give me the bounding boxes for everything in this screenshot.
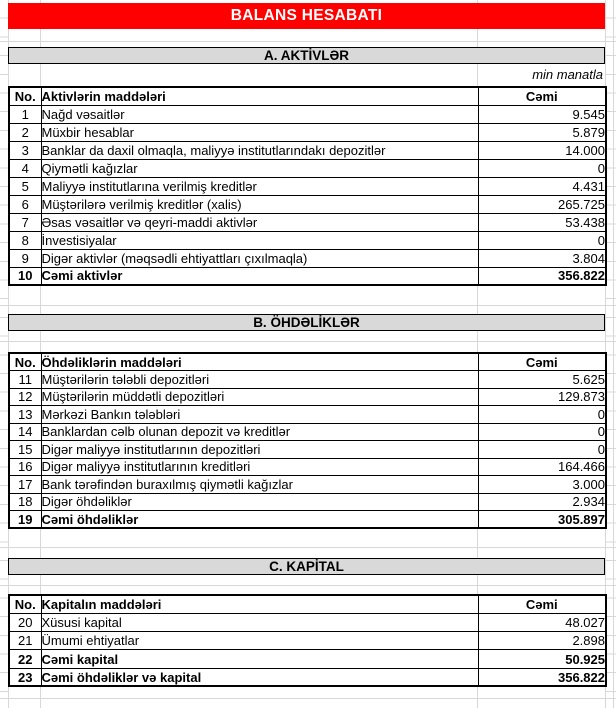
column-header-total: Cəmi (478, 353, 606, 371)
row-label: Ümumi ehtiyatlar (41, 632, 478, 650)
row-label: Əsas vəsaitlər və qeyri-maddi aktivlər (41, 213, 478, 231)
column-header-total: Cəmi (478, 87, 606, 105)
table-row (9, 141, 606, 159)
row-value: 4.431 (478, 177, 606, 195)
row-number: 12 (9, 388, 41, 406)
row-value: 0 (478, 441, 606, 459)
capital-table (8, 594, 607, 687)
row-value: 0 (478, 423, 606, 441)
row-value: 0 (478, 159, 606, 177)
row-value: 3.804 (478, 249, 606, 267)
report-title: BALANS HESABATI (8, 3, 605, 29)
section-heading-liabilities: B. ÖHDƏLİKLƏR (8, 314, 605, 331)
row-value: 5.879 (478, 123, 606, 141)
row-value: 2.934 (478, 493, 606, 511)
table-header-row (9, 87, 606, 105)
row-label: Digər aktivlər (məqsədli ehtiyattları çıxılmaqla) (41, 249, 478, 267)
gridline-horizontal (0, 585, 616, 586)
row-number: 5 (9, 177, 41, 195)
gridline-horizontal (0, 547, 616, 548)
row-value: 50.925 (478, 650, 606, 668)
row-label: Müştərilərə verilmiş kreditlər (xalis) (41, 195, 478, 213)
table-row (9, 613, 606, 631)
row-label: Bank tərəfindən buraxılmış qiymətli kağızlar (41, 476, 478, 494)
table-row (9, 105, 606, 123)
row-number: 15 (9, 441, 41, 459)
table-row (9, 231, 606, 249)
table-row (9, 249, 606, 267)
table-row (9, 458, 606, 476)
row-label: İnvestisiyalar (41, 231, 478, 249)
gridline-horizontal (0, 698, 616, 699)
row-label: Müxbir hesablar (41, 123, 478, 141)
table-row (9, 476, 606, 494)
table-row (9, 511, 606, 529)
gridline-left-margin (0, 0, 8, 708)
table-row (9, 650, 606, 668)
row-value: 265.725 (478, 195, 606, 213)
gridline-vertical (613, 0, 614, 708)
row-label: Digər maliyyə institutlarının kreditləri (41, 458, 478, 476)
row-label: Maliyyə institutlarına verilmiş kreditlər (41, 177, 478, 195)
row-label: Digər maliyyə institutlarının depozitləri (41, 441, 478, 459)
row-number: 14 (9, 423, 41, 441)
row-label: Xüsusi kapital (41, 613, 478, 631)
row-label: Banklar da daxil olmaqla, maliyyə institutlarındakı depozitlər (41, 141, 478, 159)
section-heading-assets: A. AKTİVLƏR (8, 47, 605, 64)
column-header-items: Aktivlərin maddələri (41, 87, 478, 105)
row-value: 356.822 (478, 267, 606, 285)
column-header-items: Öhdəliklərin maddələri (41, 353, 478, 371)
row-number: 21 (9, 632, 41, 650)
column-header-total: Cəmi (478, 595, 606, 613)
row-label: Banklardan cəlb olunan depozit və kreditlər (41, 423, 478, 441)
row-number: 2 (9, 123, 41, 141)
gridline-horizontal (0, 341, 616, 342)
column-header-no: No. (9, 87, 41, 105)
table-row (9, 267, 606, 285)
table-row (9, 159, 606, 177)
row-label: Cəmi öhdəliklər və kapital (41, 668, 478, 686)
liabilities-table (8, 352, 607, 529)
column-header-no: No. (9, 595, 41, 613)
gridline-horizontal (0, 305, 616, 306)
row-label: Cəmi kapital (41, 650, 478, 668)
table-row (9, 423, 606, 441)
table-header-row (9, 353, 606, 371)
row-label: Digər öhdəliklər (41, 493, 478, 511)
row-number: 3 (9, 141, 41, 159)
section-heading-capital: C. KAPİTAL (8, 558, 605, 575)
row-label: Qiymətli kağızlar (41, 159, 478, 177)
row-value: 2.898 (478, 632, 606, 650)
row-number: 16 (9, 458, 41, 476)
row-label: Cəmi öhdəliklər (41, 511, 478, 529)
row-number: 6 (9, 195, 41, 213)
table-row (9, 195, 606, 213)
row-value: 5.625 (478, 371, 606, 389)
row-value: 9.545 (478, 105, 606, 123)
row-number: 20 (9, 613, 41, 631)
table-header-row (9, 595, 606, 613)
gridline-horizontal (0, 41, 616, 42)
row-number: 18 (9, 493, 41, 511)
table-row (9, 668, 606, 686)
row-number: 8 (9, 231, 41, 249)
row-value: 53.438 (478, 213, 606, 231)
table-row (9, 213, 606, 231)
table-row (9, 123, 606, 141)
row-number: 4 (9, 159, 41, 177)
column-header-no: No. (9, 353, 41, 371)
row-number: 1 (9, 105, 41, 123)
table-row (9, 177, 606, 195)
row-number: 17 (9, 476, 41, 494)
table-row (9, 388, 606, 406)
row-number: 10 (9, 267, 41, 285)
table-row (9, 371, 606, 389)
row-number: 13 (9, 406, 41, 424)
row-value: 48.027 (478, 613, 606, 631)
row-value: 356.822 (478, 668, 606, 686)
row-value: 14.000 (478, 141, 606, 159)
row-value: 0 (478, 406, 606, 424)
table-row (9, 493, 606, 511)
row-label: Müştərilərin tələbli depozitləri (41, 371, 478, 389)
row-number: 22 (9, 650, 41, 668)
row-value: 305.897 (478, 511, 606, 529)
row-number: 19 (9, 511, 41, 529)
row-label: Cəmi aktivlər (41, 267, 478, 285)
row-value: 0 (478, 231, 606, 249)
row-number: 7 (9, 213, 41, 231)
assets-table (8, 86, 607, 286)
row-number: 23 (9, 668, 41, 686)
row-label: Müştərilərin müddətli depozitləri (41, 388, 478, 406)
row-label: Nağd vəsaitlər (41, 105, 478, 123)
column-header-items: Kapitalın maddələri (41, 595, 478, 613)
table-row (9, 406, 606, 424)
row-value: 164.466 (478, 458, 606, 476)
row-value: 129.873 (478, 388, 606, 406)
unit-note: min manatla (532, 67, 603, 82)
table-row (9, 441, 606, 459)
row-label: Mərkəzi Bankın tələbləri (41, 406, 478, 424)
row-number: 11 (9, 371, 41, 389)
row-number: 9 (9, 249, 41, 267)
row-value: 3.000 (478, 476, 606, 494)
gridline-right-margin (606, 0, 616, 708)
table-row (9, 632, 606, 650)
